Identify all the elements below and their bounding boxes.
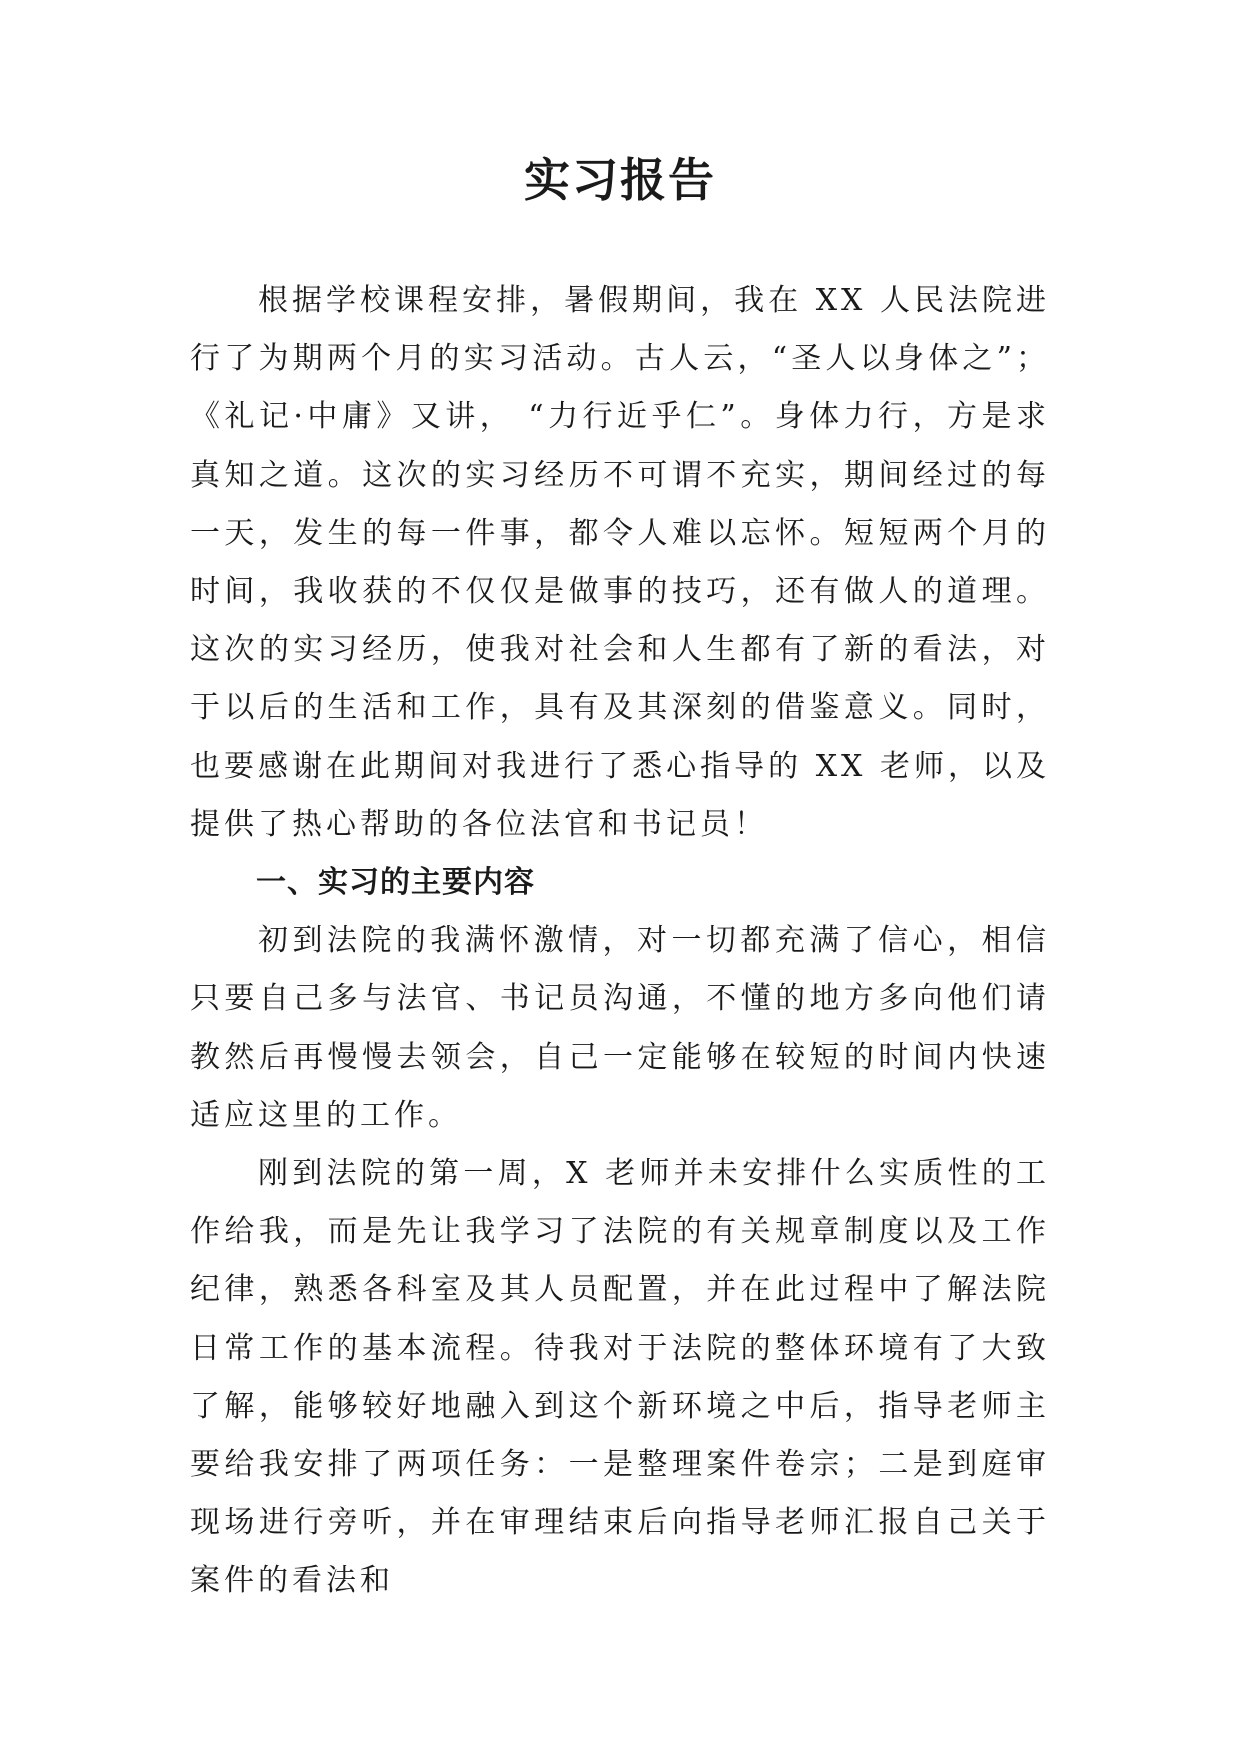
- section-paragraph-1: 初到法院的我满怀激情，对一切都充满了信心，相信只要自己多与法官、书记员沟通，不懂的地方多向他们请教然后再慢慢去领会，自己一定能够在较短的时间内快速适应这里的工作。: [190, 923, 1050, 1133]
- document-body: [190, 272, 1050, 1611]
- document-title: 实习报告: [524, 153, 716, 207]
- section-heading: 一、实习的主要内容: [256, 865, 535, 901]
- intro-paragraph: 根据学校课程安排，暑假期间，我在 XX 人民法院进行了为期两个月的实习活动。古人云，“圣人以身体之”；《礼记·中庸》又讲， “力行近乎仁”。身体力行，方是求真知之道。这次的实习经历不可谓不充实，期间经过的每一天，发生的每一件事，都令人难以忘怀。短短两个月的时间，我收获的不仅仅是做事的技巧，还有做人的道理。这次的实习经历，使我对社会和人生都有了新的看法，对于以后的生活和工作，具有及其深刻的借鉴意义。同时，也要感谢在此期间对我进行了悉心指导的 XX 老师，以及提供了热心帮助的各位法官和书记员！: [190, 283, 1050, 842]
- section-paragraph-2: 刚到法院的第一周，X 老师并未安排什么实质性的工作给我，而是先让我学习了法院的有关规章制度以及工作纪律，熟悉各科室及其人员配置，并在此过程中了解法院日常工作的基本流程。待我对于法院的整体环境有了大致了解，能够较好地融入到这个新环境之中后，指导老师主要给我安排了两项任务：一是整理案件卷宗；二是到庭审现场进行旁听，并在审理结束后向指导老师汇报自己关于案件的看法和: [190, 1156, 1050, 1599]
